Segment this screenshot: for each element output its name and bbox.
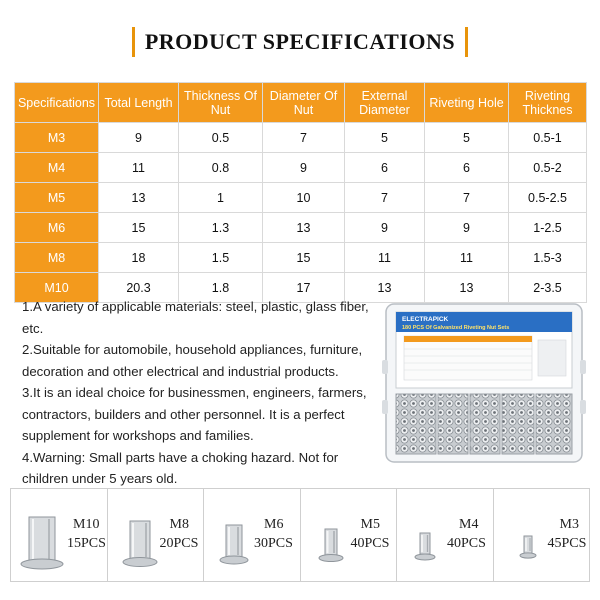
header-cell: Diameter Of Nut (263, 83, 345, 123)
row-label: M3 (15, 123, 99, 153)
size-count: 30PCS (254, 536, 293, 551)
header-cell: Thickness Of Nut (179, 83, 263, 123)
row-label: M6 (15, 213, 99, 243)
header-cell: Total Length (99, 83, 179, 123)
row-label: M10 (15, 273, 99, 303)
size-label (447, 515, 486, 553)
table-cell: 15 (99, 213, 179, 243)
table-cell: 5 (425, 123, 509, 153)
row-label: M4 (15, 153, 99, 183)
size-name: M5 (360, 517, 380, 532)
table-cell: 13 (99, 183, 179, 213)
size-card-m4 (397, 489, 494, 581)
table-cell: 10 (263, 183, 345, 213)
size-count: 15PCS (67, 536, 106, 551)
table-cell: 7 (425, 183, 509, 213)
header-cell: Specifications (15, 83, 99, 123)
table-row (15, 123, 587, 153)
size-name: M3 (559, 517, 579, 532)
title-banner (0, 22, 600, 62)
size-label (67, 515, 106, 553)
table-row (15, 183, 587, 213)
table-cell: 18 (99, 243, 179, 273)
table-cell: 1.5-3 (509, 243, 587, 273)
feature-item: 4.Warning: Small parts have a choking hazard. Not for children under 5 years old. (22, 449, 339, 486)
size-name: M4 (459, 517, 479, 532)
nut-compartments (396, 394, 572, 454)
table-cell: 9 (345, 213, 425, 243)
header-cell: External Diameter (345, 83, 425, 123)
rivet-nut-icon (216, 519, 252, 567)
table-cell: 13 (345, 273, 425, 303)
table-cell: 17 (263, 273, 345, 303)
header-cell: Riveting Hole (425, 83, 509, 123)
table-header-row (15, 83, 587, 123)
size-label (160, 515, 199, 553)
size-quantity-strip (10, 488, 590, 582)
title-right-bar (465, 27, 468, 57)
table-cell: 0.5-1 (509, 123, 587, 153)
size-card-m3 (494, 489, 590, 581)
table-cell: 5 (345, 123, 425, 153)
table-cell: 0.5 (179, 123, 263, 153)
table-cell: 2-3.5 (509, 273, 587, 303)
table-cell: 6 (345, 153, 425, 183)
size-name: M10 (73, 517, 100, 532)
table-row (15, 153, 587, 183)
table-cell: 7 (345, 183, 425, 213)
feature-item: 2.Suitable for automobile, household appliances, furniture, decoration and other electrical and industrial products. (22, 342, 363, 379)
size-label (548, 515, 587, 553)
rivet-nut-icon (120, 515, 160, 569)
table-cell: 20.3 (99, 273, 179, 303)
header-cell: Riveting Thicknes (509, 83, 587, 123)
size-card-m8 (108, 489, 205, 581)
table-cell: 7 (263, 123, 345, 153)
table-cell: 0.5-2 (509, 153, 587, 183)
table-cell: 13 (425, 273, 509, 303)
size-label (254, 515, 293, 553)
table-cell: 13 (263, 213, 345, 243)
feature-list (22, 296, 372, 490)
title-left-bar (132, 27, 135, 57)
table-cell: 6 (425, 153, 509, 183)
table-cell: 0.8 (179, 153, 263, 183)
box-subtitle: 180 PCS Of Galvanized Riveting Nut Sets (402, 325, 510, 331)
box-label-card (396, 312, 572, 388)
table-cell: 9 (99, 123, 179, 153)
table-cell: 1.5 (179, 243, 263, 273)
table-cell: 1-2.5 (509, 213, 587, 243)
row-label: M5 (15, 183, 99, 213)
size-card-m5 (301, 489, 398, 581)
rivet-nut-icon (411, 525, 439, 563)
size-card-m6 (204, 489, 301, 581)
table-cell: 1 (179, 183, 263, 213)
rivet-nut-icon (19, 511, 65, 571)
table-cell: 11 (99, 153, 179, 183)
table-cell: 1.3 (179, 213, 263, 243)
box-brand: ELECTRAPICK (402, 316, 449, 323)
size-card-m10 (11, 489, 108, 581)
size-name: M8 (169, 517, 189, 532)
rivet-nut-icon (315, 521, 347, 565)
table-cell: 0.5-2.5 (509, 183, 587, 213)
table-cell: 9 (425, 213, 509, 243)
specifications-table (14, 82, 587, 303)
table-cell: 1.8 (179, 273, 263, 303)
size-count: 45PCS (547, 536, 587, 551)
size-count: 40PCS (447, 536, 486, 551)
rivet-nut-icon (516, 529, 540, 561)
table-cell: 11 (425, 243, 509, 273)
size-name: M6 (264, 517, 284, 532)
feature-item: 1.A variety of applicable materials: steel, plastic, glass fiber, etc. (22, 299, 369, 336)
page-title: PRODUCT SPECIFICATIONS (144, 29, 456, 54)
table-cell: 11 (345, 243, 425, 273)
size-label (351, 515, 390, 553)
table-cell: 9 (263, 153, 345, 183)
size-count: 40PCS (350, 536, 390, 551)
feature-item: 3.It is an ideal choice for businessmen, engineers, farmers, contractors, builders and other personnel. It is a perfect supplement for workshops and families. (22, 385, 367, 443)
table-row (15, 243, 587, 273)
row-label: M8 (15, 243, 99, 273)
size-count: 20PCS (159, 536, 199, 551)
product-box-image (382, 300, 586, 466)
table-cell: 15 (263, 243, 345, 273)
table-row (15, 213, 587, 243)
